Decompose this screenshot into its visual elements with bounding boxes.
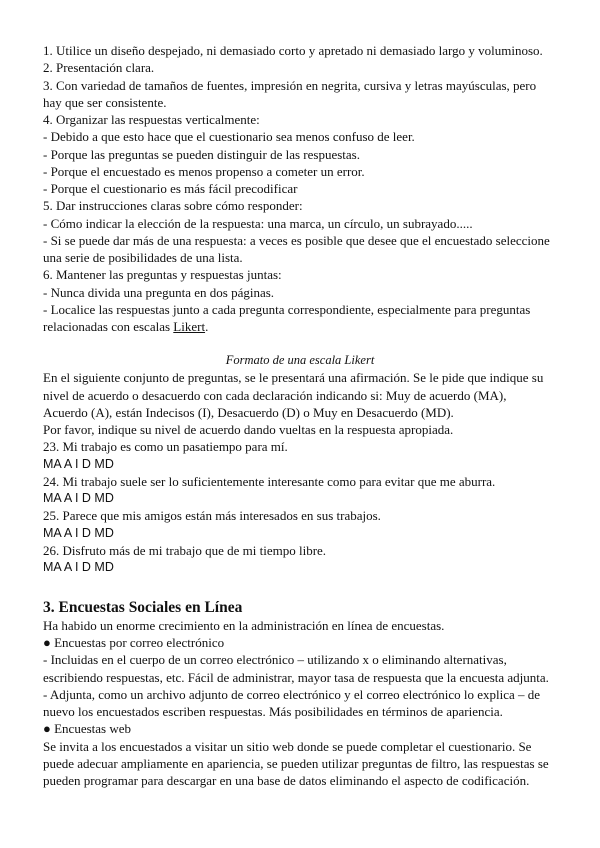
text-fragment: relacionadas con escalas (43, 319, 174, 334)
text-line: En el siguiente conjunto de preguntas, se le presentará una afirmación. Se le pide que indique su (43, 370, 544, 385)
text-line: puede adecuar ampliamente en apariencia, se pueden utilizar preguntas de filtro, las respuestas se (43, 756, 549, 771)
text-line: - Adjunta, como un archivo adjunto de correo electrónico y el correo electrónico lo explica – de (43, 687, 541, 702)
text-line: una serie de posibilidades de una lista. (43, 250, 243, 265)
text-line: - Incluidas en el cuerpo de un correo electrónico – utilizando x o eliminando alternativas, (43, 652, 507, 667)
text-line: 2. Presentación clara. (43, 60, 155, 75)
likert-question: 23. Mi trabajo es como un pasatiempo para mí. (43, 439, 288, 454)
text-line: 4. Organizar las respuestas verticalmente: (43, 112, 260, 127)
text-line: - Cómo indicar la elección de la respuesta: una marca, un círculo, un subrayado..... (43, 216, 473, 231)
likert-scale-options: MA A I D MD (43, 491, 114, 505)
text-line: Acuerdo (A), están Indecisos (I), Desacuerdo (D) o Muy en Desacuerdo (MD). (43, 405, 454, 420)
likert-question: 24. Mi trabajo suele ser lo suficientemente interesante como para evitar que me aburra. (43, 474, 496, 489)
text-line: - Porque el encuestado es menos propenso a cometer un error. (43, 164, 365, 179)
text-line: 6. Mantener las preguntas y respuestas juntas: (43, 267, 282, 282)
text-line-with-link (43, 318, 208, 335)
text-line: 1. Utilice un diseño despejado, ni demasiado corto y apretado ni demasiado largo y voluminoso. (43, 43, 543, 58)
text-line: - Si se puede dar más de una respuesta: a veces es posible que desee que el encuestado seleccione (43, 233, 550, 248)
likert-scale-options: MA A I D MD (43, 457, 114, 471)
likert-scale-options: MA A I D MD (43, 526, 114, 540)
text-line: 5. Dar instrucciones claras sobre cómo responder: (43, 198, 303, 213)
text-line: - Nunca divida una pregunta en dos páginas. (43, 285, 275, 300)
likert-question: 26. Disfruto más de mi trabajo que de mi tiempo libre. (43, 543, 327, 558)
text-line: Por favor, indique su nivel de acuerdo dando vueltas en la respuesta apropiada. (43, 422, 454, 437)
likert-caption: Formato de una escala Likert (225, 353, 375, 367)
text-line: Ha habido un enorme crecimiento en la administración en línea de encuestas. (43, 618, 445, 633)
bullet-item: ● Encuestas por correo electrónico (43, 635, 225, 650)
text-line: nuevo los encuestados escriben respuestas. Más posibilidades en términos de apariencia. (43, 704, 503, 719)
text-fragment: . (205, 319, 209, 334)
likert-question: 25. Parece que mis amigos están más interesados en sus trabajos. (43, 508, 381, 523)
text-line: 3. Con variedad de tamaños de fuentes, impresión en negrita, cursiva y letras mayúsculas, pero (43, 78, 537, 93)
likert-scale-options: MA A I D MD (43, 560, 114, 574)
text-line: - Porque las preguntas se pueden distinguir de las respuestas. (43, 147, 360, 162)
text-line: pueden programar para descargar en una base de datos eliminando el aspecto de codificación. (43, 773, 530, 788)
text-line: escribiendo respuestas, etc. Fácil de administrar, mayor tasa de respuesta que la encuesta adjunta. (43, 670, 549, 685)
text-line: - Localice las respuestas junto a cada pregunta correspondiente, especialmente para preguntas (43, 302, 531, 317)
text-line: hay que ser consistente. (43, 95, 167, 110)
section-heading: 3. Encuestas Sociales en Línea (43, 599, 243, 616)
text-line: Se invita a los encuestados a visitar un sitio web donde se puede completar el cuestionario. Se (43, 739, 532, 754)
text-line: - Debido a que esto hace que el cuestionario sea menos confuso de leer. (43, 129, 415, 144)
likert-link[interactable]: Likert (173, 319, 206, 334)
text-line: nivel de acuerdo o desacuerdo con cada declaración indicando si: Muy de acuerdo (MA), (43, 388, 507, 403)
bullet-item: ● Encuestas web (43, 721, 131, 736)
text-line: - Porque el cuestionario es más fácil precodificar (43, 181, 298, 196)
